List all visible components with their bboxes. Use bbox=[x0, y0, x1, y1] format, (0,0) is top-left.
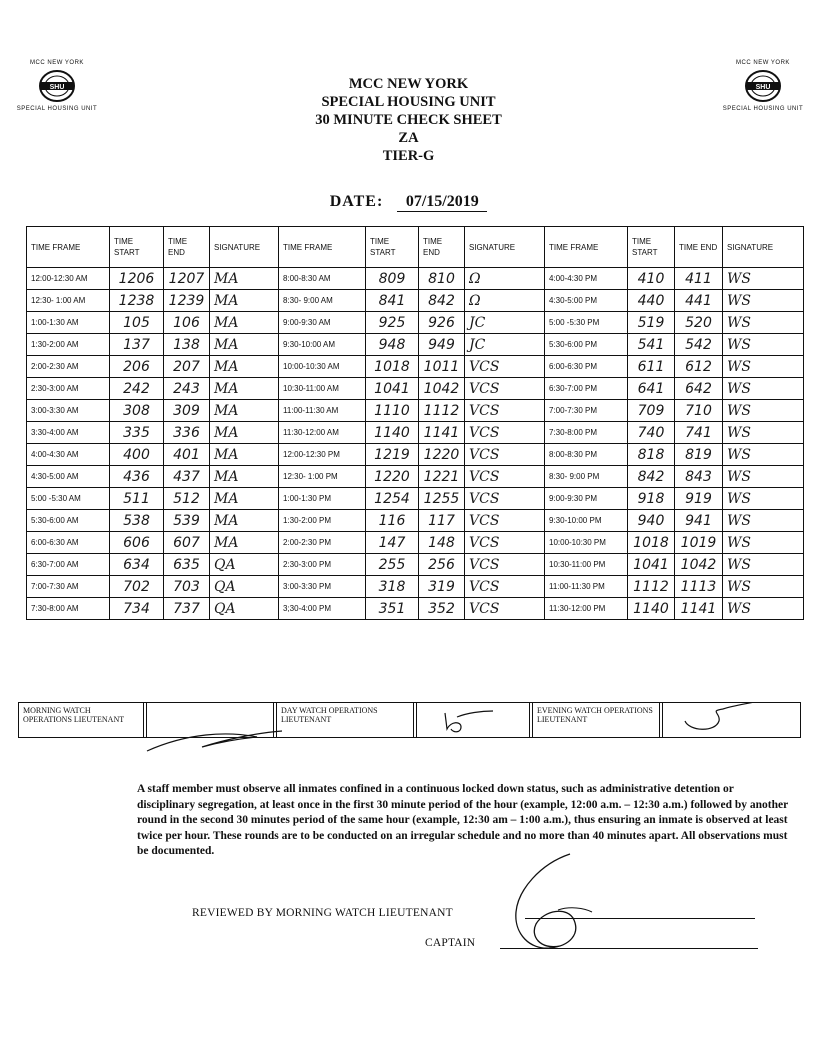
cell-time-end: 117 bbox=[419, 510, 465, 532]
table-row bbox=[27, 466, 804, 488]
table-row bbox=[27, 510, 804, 532]
cell-time-frame: 12:30- 1:00 AM bbox=[27, 290, 110, 312]
cell-time-start: 948 bbox=[366, 334, 419, 356]
cell-time-frame: 12:30- 1:00 PM bbox=[279, 466, 366, 488]
cell-time-end: 1011 bbox=[419, 356, 465, 378]
cell-signature: VCS bbox=[465, 400, 545, 422]
cell-time-frame: 3:00-3:30 AM bbox=[27, 400, 110, 422]
signature-scribble-icon bbox=[663, 703, 778, 737]
cell-signature: WS bbox=[723, 510, 804, 532]
cell-time-frame: 8:00-8:30 PM bbox=[545, 444, 628, 466]
cell-time-frame: 5:30-6:00 AM bbox=[27, 510, 110, 532]
cell-time-start: 242 bbox=[110, 378, 164, 400]
cell-signature: MA bbox=[210, 312, 279, 334]
logo-bottom-text: SPECIAL HOUSING UNIT bbox=[16, 106, 98, 112]
reviewed-by-label: REVIEWED BY MORNING WATCH LIEUTENANT bbox=[192, 907, 453, 919]
cell-signature: VCS bbox=[465, 378, 545, 400]
cell-time-start: 147 bbox=[366, 532, 419, 554]
cell-signature: WS bbox=[723, 488, 804, 510]
cell-time-start: 137 bbox=[110, 334, 164, 356]
cell-time-end: 842 bbox=[419, 290, 465, 312]
cell-time-start: 1018 bbox=[628, 532, 675, 554]
cell-time-frame: 11:00-11:30 AM bbox=[279, 400, 366, 422]
cell-time-end: 542 bbox=[675, 334, 723, 356]
header-line-2: SPECIAL HOUSING UNIT bbox=[321, 94, 496, 110]
cell-signature: VCS bbox=[465, 422, 545, 444]
cell-time-frame: 4:30-5:00 PM bbox=[545, 290, 628, 312]
cell-signature: WS bbox=[723, 268, 804, 290]
cell-time-start: 1018 bbox=[366, 356, 419, 378]
cell-time-end: 1141 bbox=[675, 598, 723, 620]
cell-signature: WS bbox=[723, 400, 804, 422]
cell-time-end: 710 bbox=[675, 400, 723, 422]
cell-time-start: 734 bbox=[110, 598, 164, 620]
cell-time-frame: 11:00-11:30 PM bbox=[545, 576, 628, 598]
svg-text:SHU: SHU bbox=[755, 84, 771, 91]
col-header-time-end: TIME END bbox=[164, 227, 210, 268]
date-line bbox=[0, 193, 817, 212]
cell-time-frame: 4:30-5:00 AM bbox=[27, 466, 110, 488]
cell-time-start: 351 bbox=[366, 598, 419, 620]
cell-signature: MA bbox=[210, 400, 279, 422]
cell-signature: VCS bbox=[465, 488, 545, 510]
cell-time-frame: 7:30-8:00 AM bbox=[27, 598, 110, 620]
cell-signature: VCS bbox=[465, 576, 545, 598]
signature-scribble-icon bbox=[417, 703, 529, 737]
table-row bbox=[27, 422, 804, 444]
cell-signature: VCS bbox=[465, 466, 545, 488]
date-value: 07/15/2019 bbox=[397, 193, 487, 212]
logo-bottom-text: SPECIAL HOUSING UNIT bbox=[722, 106, 804, 112]
cell-time-frame: 7:30-8:00 PM bbox=[545, 422, 628, 444]
cell-time-start: 1220 bbox=[366, 466, 419, 488]
col-header-time-frame: TIME FRAME bbox=[27, 227, 110, 268]
cell-time-start: 255 bbox=[366, 554, 419, 576]
cell-time-start: 641 bbox=[628, 378, 675, 400]
cell-signature: VCS bbox=[465, 356, 545, 378]
morning-watch-signature bbox=[143, 703, 277, 737]
cell-time-frame: 9:00-9:30 PM bbox=[545, 488, 628, 510]
cell-time-start: 335 bbox=[110, 422, 164, 444]
cell-signature: MA bbox=[210, 356, 279, 378]
cell-time-frame: 3;30-4:00 PM bbox=[279, 598, 366, 620]
cell-signature: MA bbox=[210, 532, 279, 554]
cell-signature: MA bbox=[210, 378, 279, 400]
evening-watch-label: EVENING WATCH OPERATIONS LIEUTENANT bbox=[537, 706, 653, 724]
cell-time-end: 607 bbox=[164, 532, 210, 554]
table-row bbox=[27, 400, 804, 422]
cell-time-start: 440 bbox=[628, 290, 675, 312]
cell-time-end: 256 bbox=[419, 554, 465, 576]
cell-time-frame: 2:00-2:30 AM bbox=[27, 356, 110, 378]
cell-time-end: 1239 bbox=[164, 290, 210, 312]
cell-signature: WS bbox=[723, 444, 804, 466]
cell-time-end: 1112 bbox=[419, 400, 465, 422]
cell-time-frame: 5:30-6:00 PM bbox=[545, 334, 628, 356]
cell-time-frame: 1:30-2:00 PM bbox=[279, 510, 366, 532]
cell-signature: JC bbox=[465, 312, 545, 334]
cell-signature: WS bbox=[723, 576, 804, 598]
cell-time-end: 635 bbox=[164, 554, 210, 576]
cell-time-start: 400 bbox=[110, 444, 164, 466]
cell-signature: WS bbox=[723, 532, 804, 554]
col-header-time-frame: TIME FRAME bbox=[545, 227, 628, 268]
cell-time-end: 1042 bbox=[419, 378, 465, 400]
cell-time-end: 1221 bbox=[419, 466, 465, 488]
cell-signature: QA bbox=[210, 598, 279, 620]
col-header-signature: SIGNATURE bbox=[465, 227, 545, 268]
cell-signature: MA bbox=[210, 488, 279, 510]
cell-time-start: 925 bbox=[366, 312, 419, 334]
cell-time-frame: 1:00-1:30 AM bbox=[27, 312, 110, 334]
cell-signature: MA bbox=[210, 422, 279, 444]
cell-signature: WS bbox=[723, 554, 804, 576]
cell-signature: WS bbox=[723, 334, 804, 356]
cell-time-end: 919 bbox=[675, 488, 723, 510]
cell-time-end: 703 bbox=[164, 576, 210, 598]
evening-watch-signature bbox=[659, 703, 778, 737]
cell-time-start: 1254 bbox=[366, 488, 419, 510]
cell-time-start: 818 bbox=[628, 444, 675, 466]
cell-time-start: 702 bbox=[110, 576, 164, 598]
cell-time-frame: 10:00-10:30 AM bbox=[279, 356, 366, 378]
cell-signature: MA bbox=[210, 510, 279, 532]
cell-signature: VCS bbox=[465, 510, 545, 532]
cell-time-start: 611 bbox=[628, 356, 675, 378]
cell-time-start: 606 bbox=[110, 532, 164, 554]
cell-time-end: 1255 bbox=[419, 488, 465, 510]
cell-time-start: 1238 bbox=[110, 290, 164, 312]
svg-text:SHU: SHU bbox=[49, 84, 65, 91]
table-row bbox=[27, 268, 804, 290]
cell-time-end: 437 bbox=[164, 466, 210, 488]
cell-signature: VCS bbox=[465, 444, 545, 466]
captain-signature-scribble-icon bbox=[500, 850, 610, 960]
cell-time-frame: 2:30-3:00 PM bbox=[279, 554, 366, 576]
cell-time-end: 1042 bbox=[675, 554, 723, 576]
cell-time-start: 634 bbox=[110, 554, 164, 576]
cell-time-frame: 9:30-10:00 PM bbox=[545, 510, 628, 532]
cell-signature: QA bbox=[210, 554, 279, 576]
cell-time-start: 940 bbox=[628, 510, 675, 532]
cell-time-frame: 11:30-12:00 PM bbox=[545, 598, 628, 620]
cell-time-end: 926 bbox=[419, 312, 465, 334]
cell-signature: QA bbox=[210, 576, 279, 598]
cell-time-frame: 8:00-8:30 AM bbox=[279, 268, 366, 290]
cell-time-end: 411 bbox=[675, 268, 723, 290]
cell-signature: WS bbox=[723, 356, 804, 378]
morning-watch-label: MORNING WATCH OPERATIONS LIEUTENANT bbox=[23, 706, 125, 724]
cell-time-end: 612 bbox=[675, 356, 723, 378]
header-line-1: MCC NEW YORK bbox=[348, 76, 469, 92]
cell-time-end: 319 bbox=[419, 576, 465, 598]
date-label: DATE: bbox=[329, 193, 384, 210]
cell-time-start: 1219 bbox=[366, 444, 419, 466]
cell-time-end: 642 bbox=[675, 378, 723, 400]
table-row bbox=[27, 312, 804, 334]
cell-time-start: 519 bbox=[628, 312, 675, 334]
cell-signature: Ω bbox=[465, 290, 545, 312]
cell-time-frame: 2:00-2:30 PM bbox=[279, 532, 366, 554]
cell-signature: VCS bbox=[465, 532, 545, 554]
cell-time-start: 541 bbox=[628, 334, 675, 356]
cell-time-frame: 9:00-9:30 AM bbox=[279, 312, 366, 334]
cell-time-start: 1206 bbox=[110, 268, 164, 290]
col-header-time-frame: TIME FRAME bbox=[279, 227, 366, 268]
col-header-time-start: TIME START bbox=[110, 227, 164, 268]
cell-time-frame: 3:30-4:00 AM bbox=[27, 422, 110, 444]
cell-time-end: 309 bbox=[164, 400, 210, 422]
cell-time-start: 1110 bbox=[366, 400, 419, 422]
cell-time-frame: 12:00-12:30 AM bbox=[27, 268, 110, 290]
col-header-time-end: TIME END bbox=[419, 227, 465, 268]
table-row bbox=[27, 356, 804, 378]
cell-time-frame: 3:00-3:30 PM bbox=[279, 576, 366, 598]
cell-time-end: 207 bbox=[164, 356, 210, 378]
cell-time-start: 318 bbox=[366, 576, 419, 598]
table-row bbox=[27, 488, 804, 510]
cell-signature: MA bbox=[210, 466, 279, 488]
cell-time-end: 336 bbox=[164, 422, 210, 444]
table-row bbox=[27, 444, 804, 466]
table-row bbox=[27, 290, 804, 312]
cell-time-start: 206 bbox=[110, 356, 164, 378]
col-header-signature: SIGNATURE bbox=[723, 227, 804, 268]
cell-time-frame: 7:00-7:30 PM bbox=[545, 400, 628, 422]
cell-time-start: 1112 bbox=[628, 576, 675, 598]
cell-time-frame: 6:00-6:30 PM bbox=[545, 356, 628, 378]
cell-time-end: 106 bbox=[164, 312, 210, 334]
cell-time-frame: 8:30- 9:00 AM bbox=[279, 290, 366, 312]
cell-time-start: 841 bbox=[366, 290, 419, 312]
cell-time-end: 441 bbox=[675, 290, 723, 312]
col-header-time-end: TIME END bbox=[675, 227, 723, 268]
cell-time-end: 1113 bbox=[675, 576, 723, 598]
logo-top-text: MCC NEW YORK bbox=[30, 60, 84, 66]
header-line-5: TIER-G bbox=[382, 148, 435, 164]
col-header-time-start: TIME START bbox=[366, 227, 419, 268]
cell-signature: MA bbox=[210, 268, 279, 290]
cell-time-end: 352 bbox=[419, 598, 465, 620]
cell-time-frame: 8:30- 9:00 PM bbox=[545, 466, 628, 488]
cell-time-end: 1141 bbox=[419, 422, 465, 444]
header-line-4: ZA bbox=[398, 130, 419, 146]
cell-signature: MA bbox=[210, 444, 279, 466]
table-header-row bbox=[27, 227, 804, 268]
cell-time-end: 539 bbox=[164, 510, 210, 532]
cell-time-start: 842 bbox=[628, 466, 675, 488]
cell-time-start: 308 bbox=[110, 400, 164, 422]
header-line-3: 30 MINUTE CHECK SHEET bbox=[315, 112, 502, 128]
cell-signature: Ω bbox=[465, 268, 545, 290]
cell-time-end: 512 bbox=[164, 488, 210, 510]
cell-time-start: 918 bbox=[628, 488, 675, 510]
cell-time-end: 148 bbox=[419, 532, 465, 554]
cell-signature: WS bbox=[723, 312, 804, 334]
cell-time-frame: 4:00-4:30 PM bbox=[545, 268, 628, 290]
cell-time-frame: 10:00-10:30 PM bbox=[545, 532, 628, 554]
col-header-time-start: TIME START bbox=[628, 227, 675, 268]
cell-time-start: 511 bbox=[110, 488, 164, 510]
watch-signature-box bbox=[18, 702, 801, 738]
cell-signature: WS bbox=[723, 422, 804, 444]
cell-time-end: 138 bbox=[164, 334, 210, 356]
cell-time-frame: 6:30-7:00 PM bbox=[545, 378, 628, 400]
cell-signature: WS bbox=[723, 290, 804, 312]
cell-time-start: 1041 bbox=[366, 378, 419, 400]
cell-signature: VCS bbox=[465, 598, 545, 620]
cell-time-end: 1220 bbox=[419, 444, 465, 466]
cell-time-start: 436 bbox=[110, 466, 164, 488]
table-row bbox=[27, 554, 804, 576]
cell-time-frame: 5:00 -5:30 PM bbox=[545, 312, 628, 334]
captain-label: CAPTAIN bbox=[425, 937, 476, 949]
col-header-signature: SIGNATURE bbox=[210, 227, 279, 268]
cell-time-start: 1041 bbox=[628, 554, 675, 576]
cell-time-start: 1140 bbox=[628, 598, 675, 620]
cell-time-frame: 4:00-4:30 AM bbox=[27, 444, 110, 466]
cell-time-end: 243 bbox=[164, 378, 210, 400]
cell-time-frame: 11:30-12:00 AM bbox=[279, 422, 366, 444]
logo-top-text: MCC NEW YORK bbox=[736, 60, 790, 66]
cell-signature: WS bbox=[723, 378, 804, 400]
cell-time-frame: 7:00-7:30 AM bbox=[27, 576, 110, 598]
cell-signature: WS bbox=[723, 598, 804, 620]
cell-signature: WS bbox=[723, 466, 804, 488]
cell-time-frame: 5:00 -5:30 AM bbox=[27, 488, 110, 510]
cell-signature: VCS bbox=[465, 554, 545, 576]
table-row bbox=[27, 334, 804, 356]
cell-time-frame: 12:00-12:30 PM bbox=[279, 444, 366, 466]
cell-time-end: 810 bbox=[419, 268, 465, 290]
cell-time-end: 1207 bbox=[164, 268, 210, 290]
cell-time-start: 116 bbox=[366, 510, 419, 532]
cell-time-frame: 10:30-11:00 AM bbox=[279, 378, 366, 400]
cell-time-frame: 6:30-7:00 AM bbox=[27, 554, 110, 576]
policy-note: A staff member must observe all inmates confined in a continuous locked down status, such as administrative detention or disciplinary segregation, at least once in the first 30 minute period of the hour (example, 12:00 a.m. – 12:30 a.m.) followed by another round in the second 30 minutes period of the same hour (example, 12:30 am – 1:00 a.m.), thus ensuring an inmate is observed at least twice per hour. These rounds are to be conducted on an irregular schedule and no more than 40 minutes apart. All observations must be documented. bbox=[137, 783, 788, 857]
cell-time-end: 520 bbox=[675, 312, 723, 334]
cell-time-frame: 6:00-6:30 AM bbox=[27, 532, 110, 554]
cell-time-start: 538 bbox=[110, 510, 164, 532]
cell-signature: MA bbox=[210, 290, 279, 312]
day-watch-signature bbox=[413, 703, 533, 737]
cell-time-start: 709 bbox=[628, 400, 675, 422]
cell-time-start: 105 bbox=[110, 312, 164, 334]
cell-time-end: 949 bbox=[419, 334, 465, 356]
cell-time-frame: 1:30-2:00 AM bbox=[27, 334, 110, 356]
day-watch-label: DAY WATCH OPERATIONS LIEUTENANT bbox=[281, 706, 378, 724]
cell-time-start: 740 bbox=[628, 422, 675, 444]
cell-time-end: 941 bbox=[675, 510, 723, 532]
cell-time-frame: 1:00-1:30 PM bbox=[279, 488, 366, 510]
cell-time-start: 809 bbox=[366, 268, 419, 290]
check-table-body bbox=[27, 268, 804, 620]
signature-scribble-icon bbox=[107, 703, 347, 753]
check-table bbox=[26, 226, 804, 620]
cell-signature: MA bbox=[210, 334, 279, 356]
cell-time-start: 1140 bbox=[366, 422, 419, 444]
cell-time-end: 819 bbox=[675, 444, 723, 466]
cell-time-end: 1019 bbox=[675, 532, 723, 554]
cell-time-frame: 2:30-3:00 AM bbox=[27, 378, 110, 400]
cell-time-end: 737 bbox=[164, 598, 210, 620]
sheet-header bbox=[0, 75, 817, 165]
table-row bbox=[27, 576, 804, 598]
table-row bbox=[27, 532, 804, 554]
cell-signature: JC bbox=[465, 334, 545, 356]
table-row bbox=[27, 378, 804, 400]
table-row bbox=[27, 598, 804, 620]
cell-time-end: 401 bbox=[164, 444, 210, 466]
cell-time-frame: 10:30-11:00 PM bbox=[545, 554, 628, 576]
cell-time-frame: 9:30-10:00 AM bbox=[279, 334, 366, 356]
cell-time-end: 843 bbox=[675, 466, 723, 488]
cell-time-start: 410 bbox=[628, 268, 675, 290]
cell-time-end: 741 bbox=[675, 422, 723, 444]
